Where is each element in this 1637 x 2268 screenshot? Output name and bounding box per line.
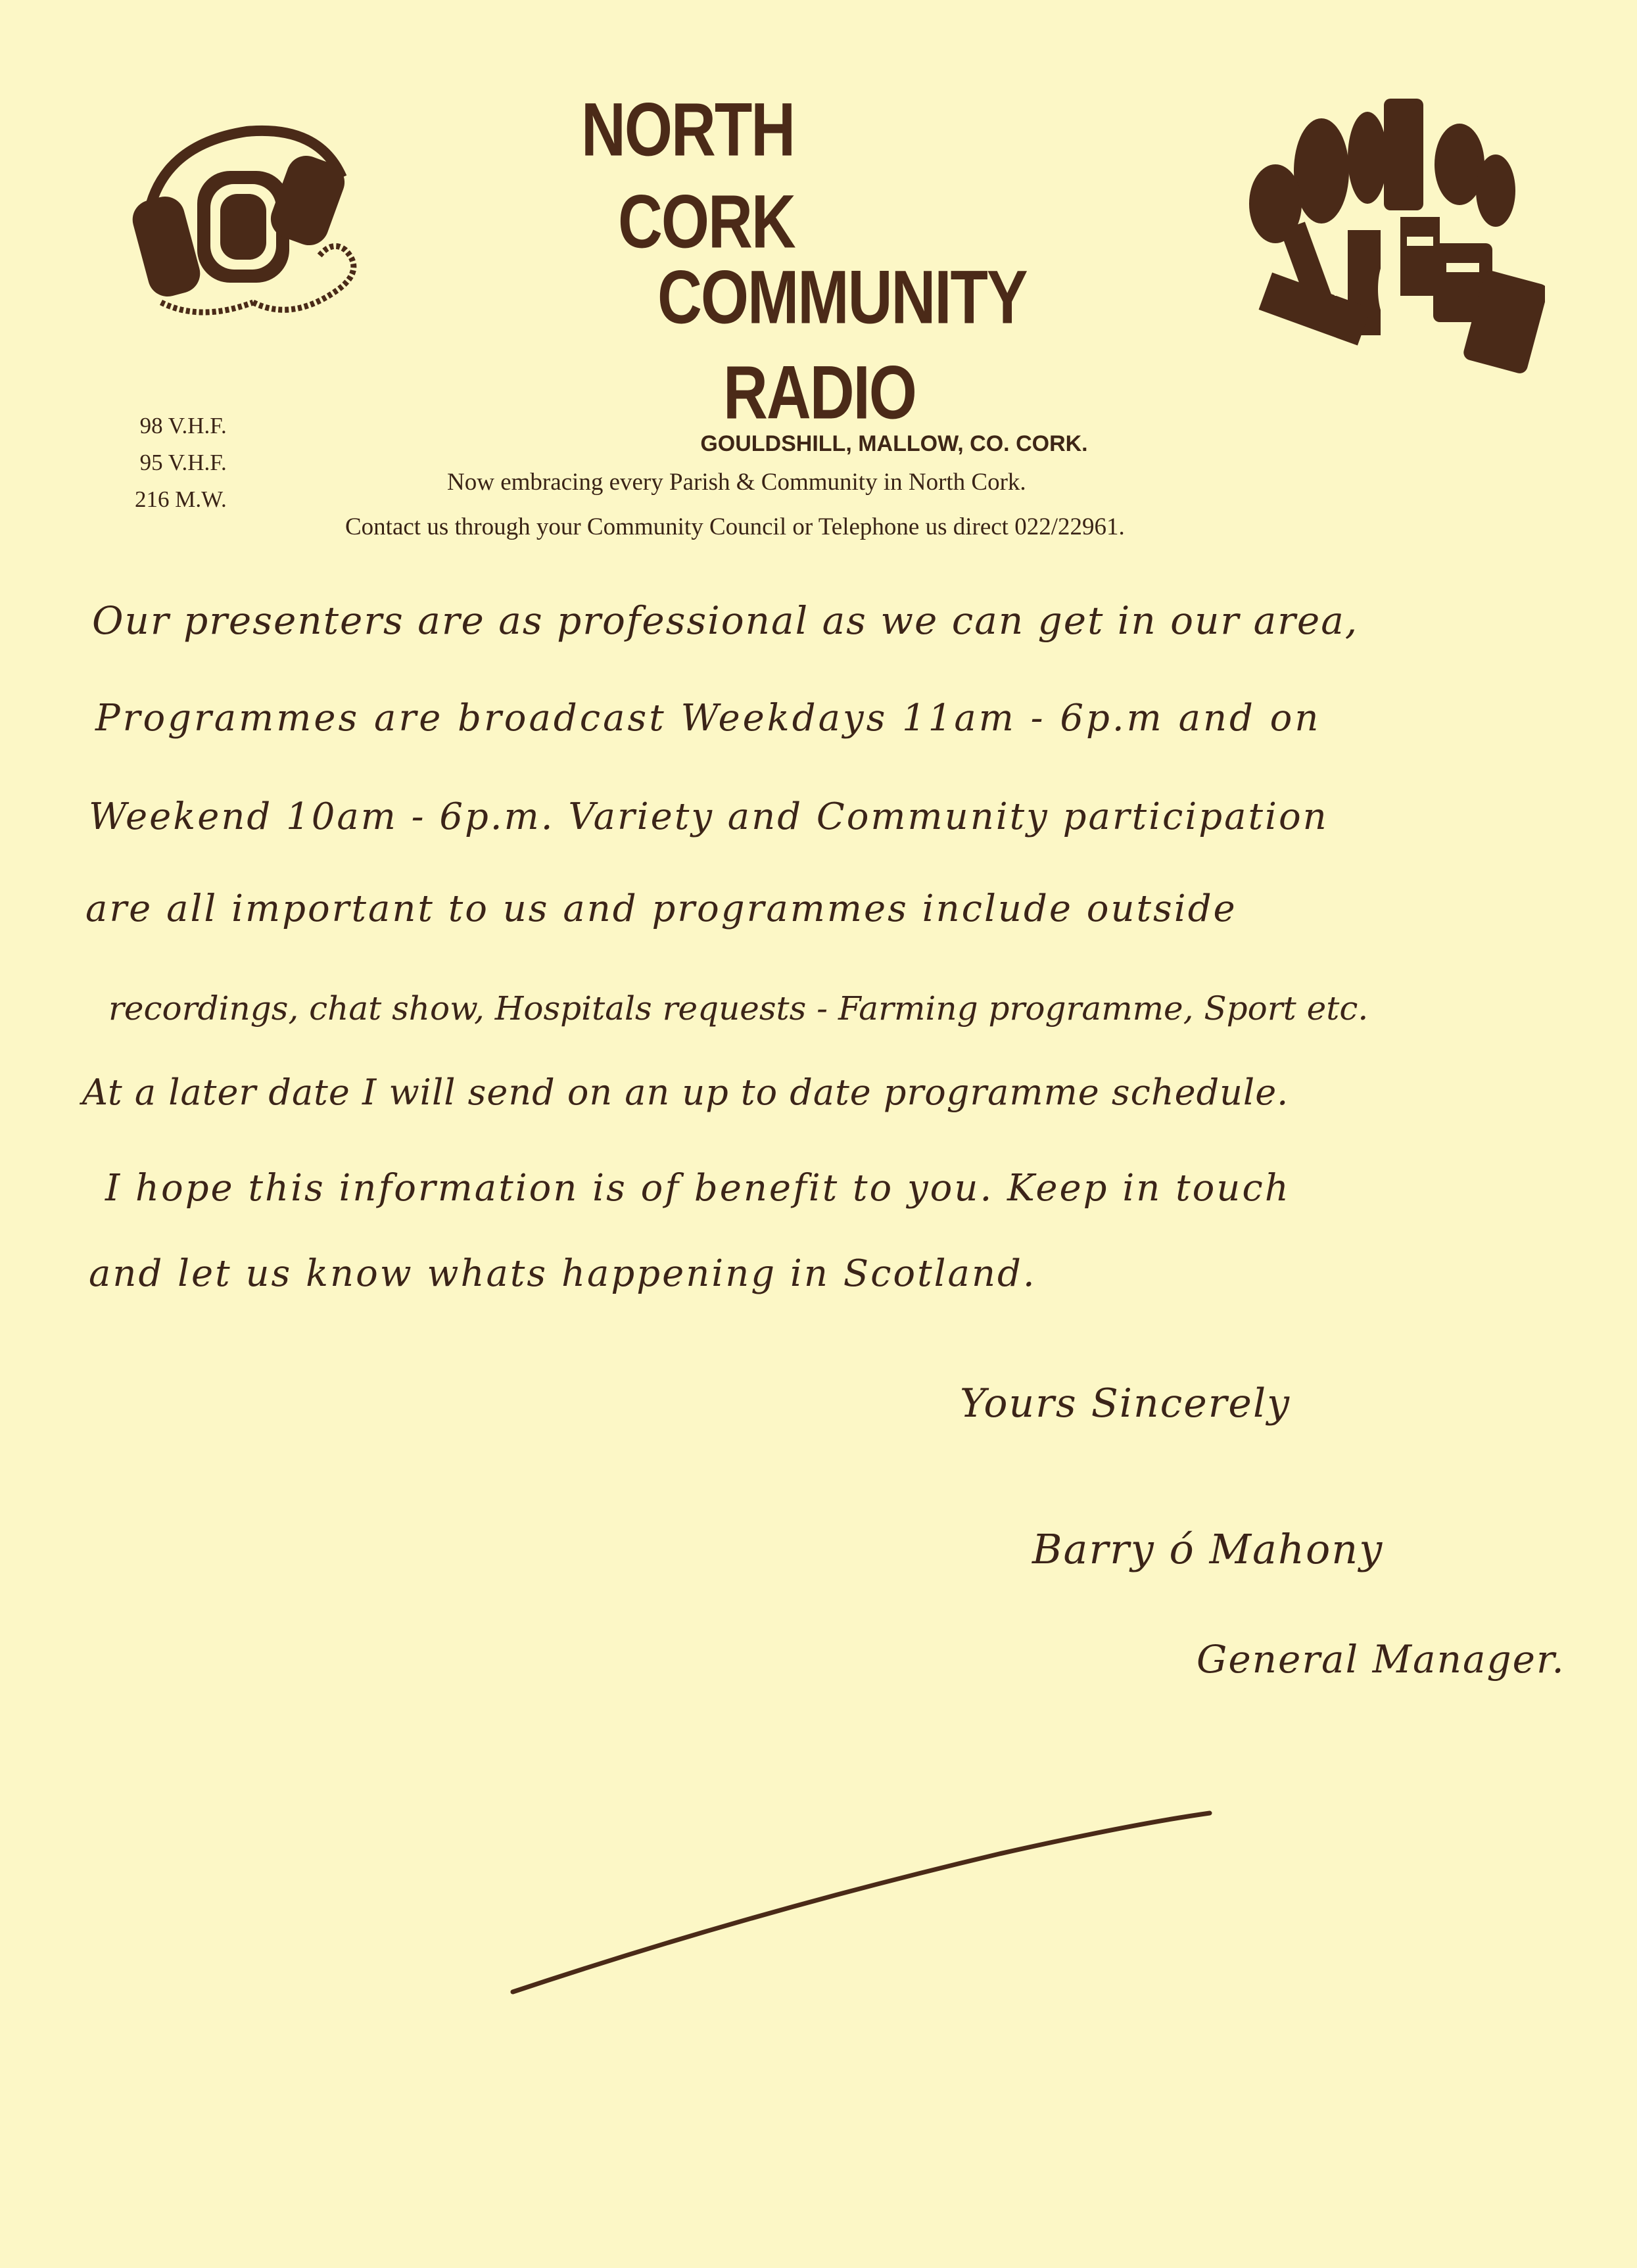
station-name-line-2: CORK: [618, 179, 795, 264]
signature: Barry ó Mahony: [1032, 1525, 1384, 1573]
headphones-icon: [122, 105, 371, 329]
signatory-title: General Manager.: [1197, 1637, 1565, 1682]
body-line: and let us know whats happening in Scotland.: [89, 1252, 1037, 1295]
frequency-item: 95 V.H.F.: [139, 450, 227, 475]
body-line: recordings, chat show, Hospitals requests - Farming programme, Sport etc.: [108, 989, 1369, 1028]
microphones-icon: [1236, 92, 1545, 375]
body-line: At a later date I will send on an up to date programme schedule.: [82, 1072, 1289, 1113]
station-address: [0, 431, 1637, 457]
closing: Yours Sincerely: [960, 1381, 1291, 1427]
station-name-line-3: COMMUNITY: [657, 254, 1027, 339]
frequency-list: [135, 408, 227, 518]
station-name-line-4: RADIO: [723, 350, 916, 435]
address-text: GOULDSHILL, MALLOW, CO. CORK.: [700, 431, 1088, 456]
body-line: I hope this information is of benefit to you. Keep in touch: [105, 1167, 1291, 1210]
frequency-item: 216 M.W.: [135, 486, 227, 512]
body-line: are all important to us and programmes include outside: [85, 887, 1237, 930]
body-line: Programmes are broadcast Weekdays 11am - 6p.m and on: [95, 697, 1321, 740]
body-line: Our presenters are as professional as we can get in our area,: [92, 598, 1359, 643]
station-name-line-1: NORTH: [581, 87, 795, 172]
body-line: Weekend 10am - 6p.m. Variety and Community participation: [89, 795, 1329, 838]
pen-stroke: [500, 1795, 1236, 2005]
station-contact: Contact us through your Community Council or Telephone us direct 022/22961.: [345, 513, 1125, 540]
frequency-item: 98 V.H.F.: [139, 413, 227, 438]
station-tagline: Now embracing every Parish & Community in North Cork.: [447, 469, 1026, 496]
